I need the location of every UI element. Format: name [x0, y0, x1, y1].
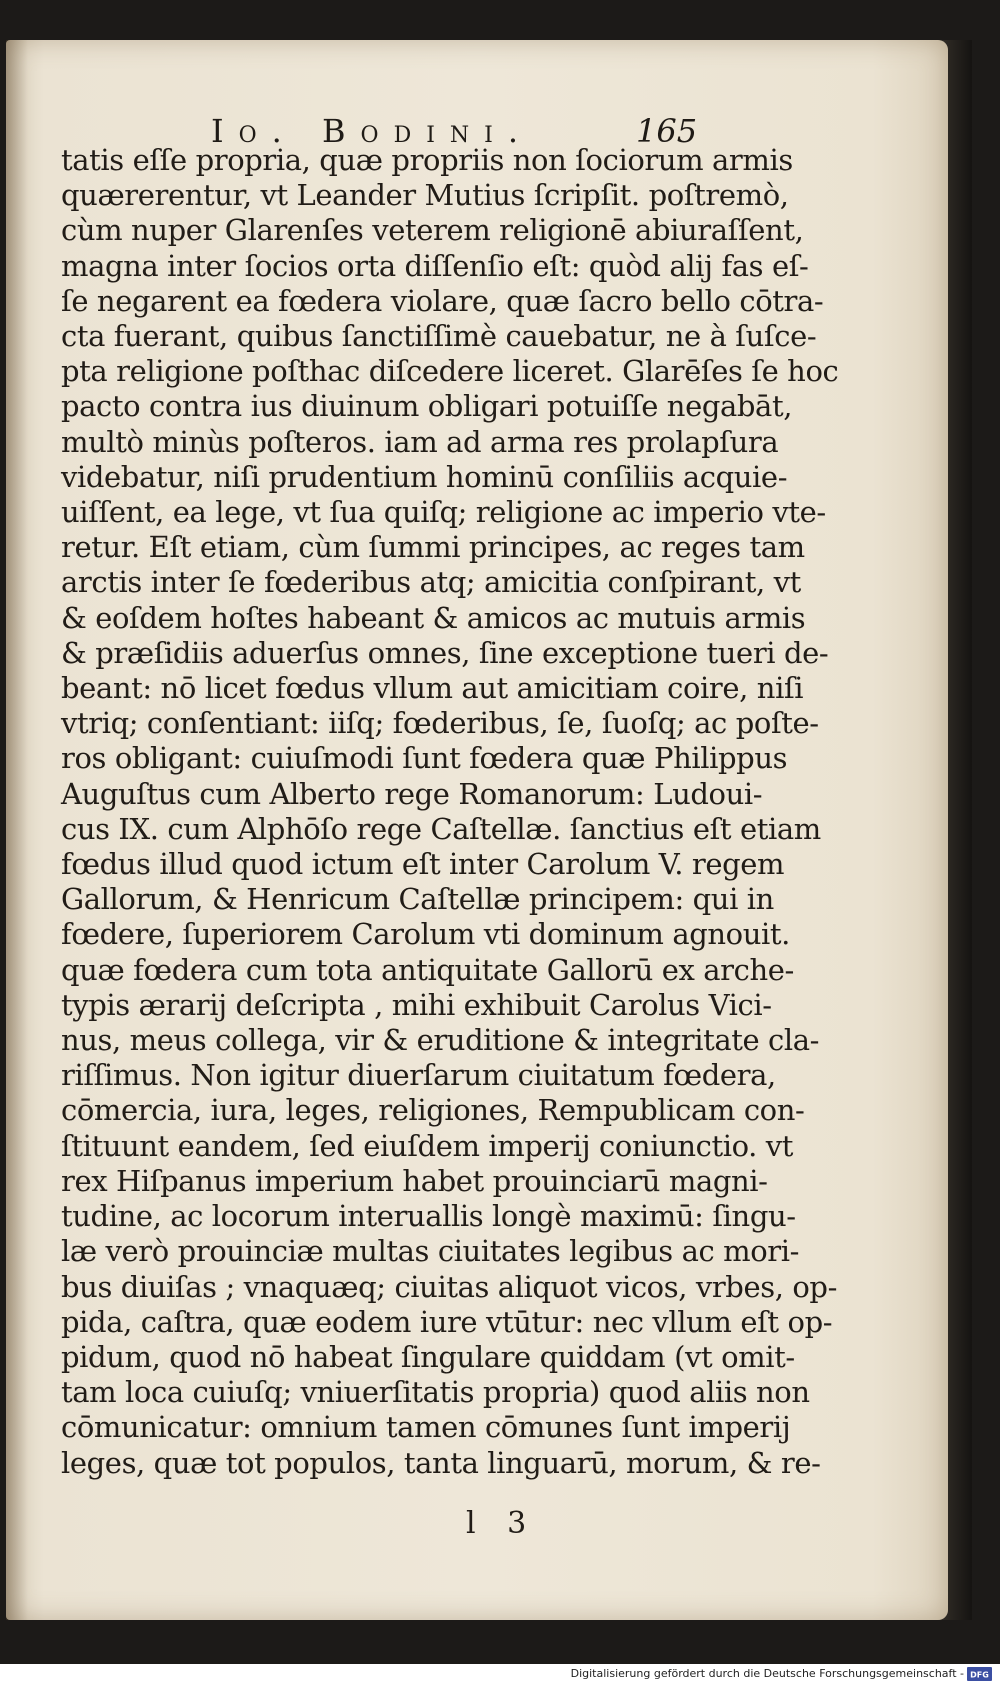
text-line: ſtituunt eandem, ſed eiuſdem imperij coniunctio. vt: [61, 1128, 794, 1163]
text-line: uiſſent, ea lege, vt ſua quiſq; religione ac imperio vte-: [61, 495, 826, 530]
text-line: læ verò prouinciæ multas ciuitates legibus ac mori-: [61, 1234, 800, 1269]
dfg-logo-icon: [967, 1667, 992, 1681]
text-line: nus, meus collega, vir & eruditione & integritate cla-: [61, 1023, 820, 1058]
book-page: [6, 40, 948, 1620]
text-line: tudine, ac locorum interuallis longè maximū: ſingu-: [61, 1199, 796, 1234]
text-line: & eoſdem hoſtes habeant & amicos ac mutuis armis: [61, 600, 806, 635]
text-line: retur. Eſt etiam, cùm ſummi principes, ac reges tam: [61, 530, 805, 565]
page-number: 165: [636, 112, 698, 150]
text-line: beant: nō licet fœdus vllum aut amicitiam coire, niſi: [61, 671, 804, 706]
text-line: tatis eſſe propria, quæ propriis non ſociorum armis: [61, 143, 793, 177]
svg-text:DFG: DFG: [970, 1670, 989, 1680]
text-line: typis ærarij deſcripta , mihi exhibuit Carolus Vici-: [61, 987, 772, 1022]
signature-mark: l 3: [466, 1506, 527, 1541]
text-line: pta religione poſthac diſcedere liceret. Glarēſes ſe hoc: [61, 354, 839, 389]
text-line: fœdere, ſuperiorem Carolum vti dominum agnouit.: [61, 917, 790, 952]
text-line: riſſimus. Non igitur diuerſarum ciuitatum fœdera,: [61, 1058, 776, 1093]
text-line: arctis inter ſe fœderibus atq; amicitia conſpirant, vt: [61, 565, 801, 600]
text-line: tam loca cuiuſq; vniuerſitatis propria) quod aliis non: [61, 1375, 810, 1410]
text-line: Gallorum, & Henricum Caſtellæ principem: qui in: [61, 882, 774, 917]
text-line: ros obligant: cuiuſmodi ſunt fœdera quæ Philippus: [61, 741, 788, 776]
text-line: fœdus illud quod ictum eſt inter Carolum V. regem: [61, 847, 785, 882]
text-line: bus diuiſas ; vnaquæq; ciuitas aliquot vicos, vrbes, op-: [61, 1269, 837, 1304]
text-line: ſe negarent ea fœdera violare, quæ ſacro bello cōtra-: [61, 283, 824, 318]
body-text: [61, 143, 839, 1481]
text-line: Auguſtus cum Alberto rege Romanorum: Ludoui-: [61, 776, 763, 811]
footer-bar: [0, 1664, 1000, 1685]
text-line: cta fuerant, quibus ſanctiſſimè cauebatur, ne à ſuſce-: [61, 319, 817, 354]
text-line: vtriq; conſentiant: iiſq; fœderibus, ſe, ſuoſq; ac poſte-: [61, 706, 819, 741]
text-line: cus IX. cum Alphōſo rege Caſtellæ. ſanctius eſt etiam: [61, 811, 821, 846]
running-head-title: Io. Bodini.: [211, 112, 534, 150]
text-line: leges, quæ tot populos, tanta linguarū, morum, & re-: [61, 1445, 821, 1480]
text-line: & præſidiis aduerſus omnes, ſine exceptione tueri de-: [61, 635, 829, 670]
text-line: multò minùs poſteros. iam ad arma res prolapſura: [61, 424, 779, 459]
text-line: pida, caſtra, quæ eodem iure vtūtur: nec vllum eſt op-: [61, 1304, 833, 1339]
text-line: cùm nuper Glarenſes veterem religionē abiuraſſent,: [61, 213, 804, 248]
footer-credit: Digitalisierung gefördert durch die Deutsche Forschungsgemeinschaft -: [570, 1667, 964, 1680]
text-line: cōmercia, iura, leges, religiones, Rempublicam con-: [61, 1093, 805, 1128]
text-line: cōmunicatur: omnium tamen cōmunes ſunt imperij: [61, 1410, 791, 1445]
text-line: pacto contra ius diuinum obligari potuiſſe negabāt,: [61, 389, 793, 424]
text-line: rex Hiſpanus imperium habet prouinciarū magni-: [61, 1163, 768, 1198]
text-line: magna inter ſocios orta diſſenſio eſt: quòd alij fas eſ-: [61, 248, 809, 283]
text-line: pidum, quod nō habeat ſingulare quiddam (vt omit-: [61, 1339, 795, 1374]
text-line: quæ fœdera cum tota antiquitate Gallorū ex arche-: [61, 952, 794, 987]
text-line: videbatur, niſi prudentium hominū conſiliis acquie-: [61, 459, 788, 494]
page-gutter: [6, 40, 28, 1620]
text-line: quærerentur, vt Leander Mutius ſcripſit. poſtremò,: [61, 178, 789, 213]
